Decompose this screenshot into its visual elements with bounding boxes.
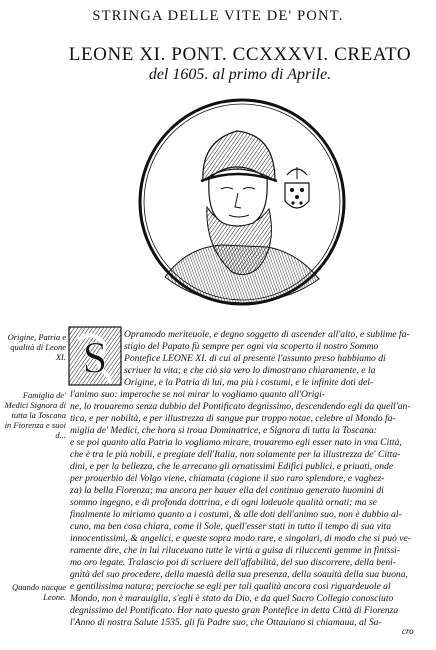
text-line: tica, e per nobiltà, e per illustrezza di sangue pur troppo notae, celebre al Mondo fa- bbox=[70, 413, 396, 424]
text-line: ne, lo trouaremo senza dubbio del Pontificato degnissimo, descendendo egli da quell'an- bbox=[70, 401, 411, 412]
text-line: Pontefice LEONE XI. di cui al presente l'assunto preso habbiamo di bbox=[124, 353, 386, 364]
text-line: e gentilissima natura; percioche se egli per tali qualità ancora così riguardeuole al bbox=[70, 581, 391, 592]
decorated-initial bbox=[68, 326, 122, 386]
text-line: ramente dire, che in lui riluceuano tutte le virtù a guisa di riluccenti gemme in finissi- bbox=[70, 545, 401, 556]
text-line: cuno, ma ben cosa chiara, come il Sole, quell'esser stati in tutto il tempo di sua vita bbox=[70, 521, 392, 532]
text-line: per prouerbio del Volgo viene, chiamata (cagione il suo raro splendore, e vaghez- bbox=[70, 473, 385, 484]
catch-word: cro bbox=[402, 626, 414, 636]
text-line: Opramodo meriteuole, e degno soggetto di ascender all'alto, e sublime fa- bbox=[124, 329, 410, 340]
text-line: Mondo, non è marauiglia, s'egli è stato da Dio, e da quel Sacro Collegio conosciuto bbox=[70, 593, 394, 604]
text-line: gnità del suo procedere, della maestà della sua presenza, della soauità della sua buona, bbox=[70, 569, 408, 580]
text-line: stigio del Papato fù sempre per ogni via scoperto il nostro Sommo bbox=[124, 341, 379, 352]
initial-letter: S bbox=[82, 333, 108, 382]
text-line: miglia de' Medici, che hora si troua Dominatrice, e Signora di tutta la Toscana: bbox=[70, 425, 377, 436]
margin-note-origin: Origine, Patria e qualità di Leone XI. bbox=[7, 332, 66, 362]
pope-portrait-medallion bbox=[137, 97, 347, 307]
text-line: dini, e per la bellezza, che le arrecano gli ornatissimi Edifici publici, e priuati, onde bbox=[70, 461, 394, 472]
coat-of-arms-icon bbox=[285, 167, 309, 208]
text-line: Origine, e la Patria di lui, ma più i costumi, e le infinite doti del- bbox=[124, 377, 374, 388]
text-line: za) la bella Fiorenza; ma ancora per hauer ella del continuo generato huomini di bbox=[70, 485, 384, 496]
margin-note-birth: Quando nacque Leone. bbox=[11, 582, 66, 602]
margin-note-family: Famiglia de' Medici Signora di tutta la Toscana in Fiorenza e suoi d... bbox=[4, 390, 66, 440]
text-line: finalmente lo miriamo quanto a i costumi, & alle doti dell'animo suo, non è dubbio al- bbox=[70, 509, 402, 520]
text-line: innocentissimi, & angelici, e queste sopra modo rare, e singolari, di modo che si può ve- bbox=[70, 533, 411, 544]
text-line: degnissimo del Pontificato. Hor nato questo gran Pontefice in detta Città di Fiorenza bbox=[70, 605, 399, 616]
page-subtitle: del 1605. al primo di Aprile. bbox=[148, 66, 332, 83]
text-line: sommo ingegno, e di profonda dottrina, e di ogni lodeuole qualità ornati; ma se bbox=[70, 497, 377, 508]
text-line: scriuer la vita; e che ciò sia vero lo dimostrano chiaramente, e la bbox=[124, 365, 376, 376]
text-line: l'Anno di nostra Salute 1535. gli fù Padre suo, che Ottauiano si chiamaua, al Sa- bbox=[70, 617, 382, 628]
text-line: l'animo suo: imperoche se noi mirar lo vogliamo quanto all'Origi- bbox=[70, 389, 326, 400]
text-line: che è tra le più nobili, e pregiate dell'Italia, non solamente per la illustrezza de' Citta- bbox=[70, 449, 401, 460]
text-line: e se poi quanto alla Patria lo vogliamo mirare, trouaremo egli esser nato in vna Città, bbox=[70, 437, 402, 448]
running-title: STRINGA DELLE VITE DE' PONT. bbox=[92, 8, 344, 24]
text-line: mo oro legate. Tralascio poi di scriuere dell'affabilità, del suo discorrere, della benì- bbox=[70, 557, 396, 568]
page-title: LEONE XI. PONT. CCXXXVI. CREATO bbox=[68, 44, 412, 65]
